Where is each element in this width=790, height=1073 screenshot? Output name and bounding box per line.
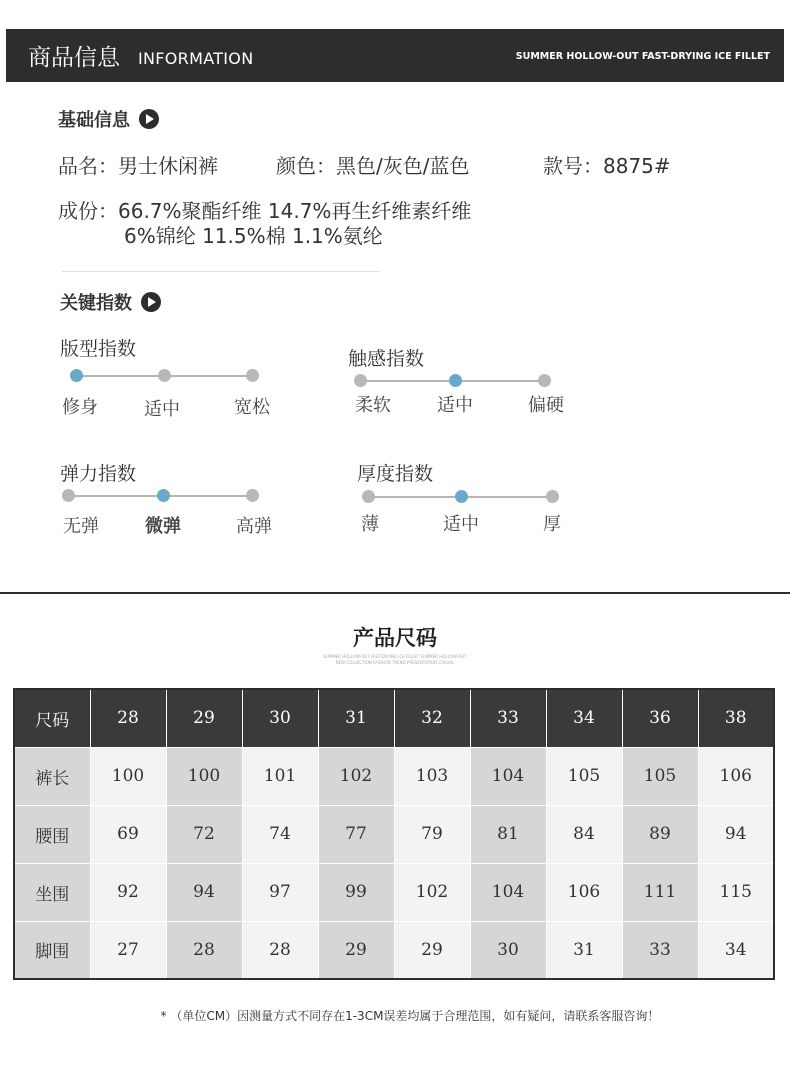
table-cell: 102 xyxy=(394,863,470,921)
size-subtitle xyxy=(0,654,790,666)
index-label: 宽松 xyxy=(234,397,270,418)
header-title-cn: 商品信息 xyxy=(28,45,120,71)
index-dot-selected xyxy=(157,489,170,502)
header-title-en: INFORMATION xyxy=(138,49,254,68)
index-dot xyxy=(546,490,559,503)
table-cell: 115 xyxy=(698,863,774,921)
table-cell: 30 xyxy=(470,921,546,979)
table-cell: 105 xyxy=(622,747,698,805)
index-dot xyxy=(246,489,259,502)
table-header-cell: 28 xyxy=(90,689,166,747)
product-style-no: 款号：8875# xyxy=(543,154,671,178)
table-cell: 92 xyxy=(90,863,166,921)
index-label: 微弹 xyxy=(145,516,181,537)
section-divider-full xyxy=(0,592,790,594)
table-cell: 106 xyxy=(546,863,622,921)
table-cell: 31 xyxy=(546,921,622,979)
table-header-cell: 尺码 xyxy=(14,689,90,747)
table-cell: 79 xyxy=(394,805,470,863)
arrow-right-icon xyxy=(141,292,161,312)
table-cell: 99 xyxy=(318,863,394,921)
index-label: 薄 xyxy=(361,514,379,535)
table-row xyxy=(14,921,774,979)
table-cell: 28 xyxy=(166,921,242,979)
table-header-cell: 33 xyxy=(470,689,546,747)
table-cell: 77 xyxy=(318,805,394,863)
table-cell: 27 xyxy=(90,921,166,979)
header-tagline: SUMMER HOLLOW-OUT FAST-DRYING ICE FILLET xyxy=(515,51,770,62)
product-composition-line2: 6%锦纶 11.5%棉 1.1%氨纶 xyxy=(124,224,383,248)
table-cell: 33 xyxy=(622,921,698,979)
index-title: 弹力指数 xyxy=(60,463,137,485)
table-cell: 105 xyxy=(546,747,622,805)
index-label: 偏硬 xyxy=(528,395,564,416)
index-label: 适中 xyxy=(437,395,473,416)
table-header-row xyxy=(14,689,774,747)
table-row xyxy=(14,805,774,863)
index-dot xyxy=(62,489,75,502)
index-title: 版型指数 xyxy=(60,338,137,360)
table-cell: 94 xyxy=(166,863,242,921)
product-name: 品名：男士休闲裤 xyxy=(58,154,218,178)
index-dot xyxy=(362,490,375,503)
table-cell: 72 xyxy=(166,805,242,863)
size-subtitle-line1: SUMMER HOLLOW-OUT FAST-DRYING ICE FILLET SUMMER HOLLOW-OUT xyxy=(323,654,467,659)
index-label: 修身 xyxy=(62,397,98,418)
index-label: 适中 xyxy=(144,399,180,420)
table-cell: 94 xyxy=(698,805,774,863)
index-dot xyxy=(354,374,367,387)
table-header-cell: 30 xyxy=(242,689,318,747)
table-header-cell: 38 xyxy=(698,689,774,747)
size-subtitle-line2: NEW COLLECTION FASHION TREND PRESENTATION CASUAL xyxy=(335,660,455,665)
index-dot-selected xyxy=(455,490,468,503)
table-header-cell: 36 xyxy=(622,689,698,747)
index-dot xyxy=(246,369,259,382)
header-bar xyxy=(6,29,784,82)
size-title: 产品尺码 xyxy=(353,626,437,650)
arrow-right-icon xyxy=(139,109,159,129)
index-dot xyxy=(538,374,551,387)
index-label: 无弹 xyxy=(63,516,99,537)
index-label: 适中 xyxy=(443,514,479,535)
key-index-title xyxy=(60,289,161,315)
index-title: 触感指数 xyxy=(348,348,425,370)
index-dot-selected xyxy=(70,369,83,382)
table-row-header: 脚围 xyxy=(14,921,90,979)
product-composition-line1: 成份：66.7%聚酯纤维 14.7%再生纤维素纤维 xyxy=(58,199,472,223)
table-cell: 28 xyxy=(242,921,318,979)
table-cell: 74 xyxy=(242,805,318,863)
table-cell: 97 xyxy=(242,863,318,921)
table-cell: 111 xyxy=(622,863,698,921)
table-cell: 106 xyxy=(698,747,774,805)
index-label: 厚 xyxy=(543,514,561,535)
index-title: 厚度指数 xyxy=(357,463,434,485)
table-cell: 29 xyxy=(318,921,394,979)
section-divider xyxy=(62,271,380,272)
size-note: * （单位CM）因测量方式不同存在1-3CM误差均属于合理范围，如有疑问，请联系客服咨询！ xyxy=(160,1009,660,1023)
table-row-header: 裤长 xyxy=(14,747,90,805)
basic-info-title-text: 基础信息 xyxy=(58,110,130,131)
table-cell: 100 xyxy=(90,747,166,805)
index-dot-selected xyxy=(449,374,462,387)
table-cell: 81 xyxy=(470,805,546,863)
table-cell: 101 xyxy=(242,747,318,805)
table-cell: 102 xyxy=(318,747,394,805)
table-cell: 103 xyxy=(394,747,470,805)
table-cell: 84 xyxy=(546,805,622,863)
index-label: 柔软 xyxy=(355,395,391,416)
table-header-cell: 29 xyxy=(166,689,242,747)
table-cell: 100 xyxy=(166,747,242,805)
product-color: 颜色：黑色/灰色/蓝色 xyxy=(276,154,470,178)
table-header-cell: 32 xyxy=(394,689,470,747)
table-header-cell: 34 xyxy=(546,689,622,747)
index-dot xyxy=(158,369,171,382)
size-table xyxy=(13,688,775,980)
table-cell: 104 xyxy=(470,863,546,921)
table-cell: 89 xyxy=(622,805,698,863)
key-index-title-text: 关键指数 xyxy=(60,293,132,314)
table-header-cell: 31 xyxy=(318,689,394,747)
table-row xyxy=(14,863,774,921)
basic-info-title xyxy=(58,106,159,132)
table-row xyxy=(14,747,774,805)
table-cell: 34 xyxy=(698,921,774,979)
table-cell: 29 xyxy=(394,921,470,979)
table-row-header: 腰围 xyxy=(14,805,90,863)
table-row-header: 坐围 xyxy=(14,863,90,921)
table-cell: 104 xyxy=(470,747,546,805)
index-label: 高弹 xyxy=(236,516,272,537)
table-cell: 69 xyxy=(90,805,166,863)
